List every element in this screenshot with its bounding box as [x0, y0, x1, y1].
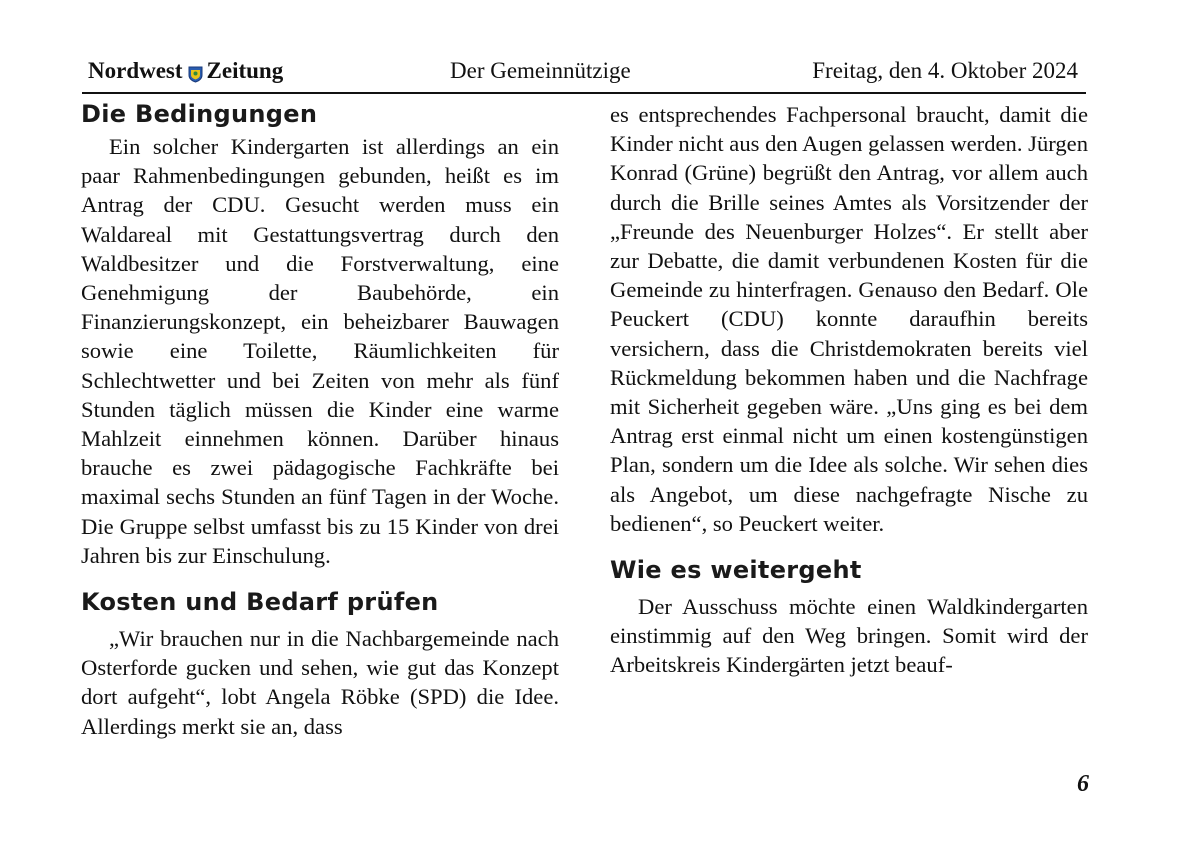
heading-kosten-und-bedarf: Kosten und Bedarf prüfen [81, 588, 439, 617]
heading-die-bedingungen: Die Bedingungen [81, 100, 318, 128]
paragraph-bedingungen: Ein solcher Kindergarten ist allerdings an ein paar Rahmenbedingungen gebunden, heißt es im Antrag der CDU. Gesucht werden muss ein Waldareal mit Gestattungsvertrag durch den Waldbesitzer und die Forstverwaltung, eine Genehmigung der Baubehörde, ein Finanzierungskonzept, ein beheizbarer Bauwagen sowie eine Toilette, Räumlichkeiten für Schlechtwetter und bei Zeiten von mehr als fünf Stunden täglich müssen die Kinder eine warme Mahlzeit einnehmen können. Darüber hinaus brauche es zwei pädagogische Fachkräfte bei maximal sechs Stunden an fünf Tagen in der Woche. Die Gruppe selbst umfasst bis zu 15 Kinder von drei Jahren bis zur Einschulung. [81, 134, 559, 568]
newspaper-brand [88, 58, 283, 84]
heading-wie-es-weitergeht: Wie es weitergeht [610, 556, 862, 585]
issue-date: Freitag, den 4. Oktober 2024 [812, 58, 1078, 83]
paragraph-continued: es entsprechendes Fachpersonal braucht, damit die Kinder nicht aus den Augen gelassen werden. Jürgen Konrad (Grüne) begrüßt den Antrag, vor allem auch durch die Brille seines Amtes als Vorsitzender der „Freunde des Neuenburger Holzes“. Er stellt aber zur Debatte, die damit verbundenen Kosten für die Gemeinde zu hinterfragen. Genauso den Bedarf. Ole Peuckert (CDU) konnte daraufhin bereits versichern, dass die Christdemokraten bereits viel Rückmeldung bekommen haben und die Nachfrage mit Sicherheit gegeben wäre. „Uns ging es bei dem Antrag erst einmal nicht um einen kostengünstigen Plan, sondern um die Idee als solche. Wir sehen dies als Angebot, um diese nachgefragte Nische zu bedienen“, so Peuckert weiter. [610, 102, 1088, 536]
section-title: Der Gemeinnützige [450, 58, 631, 83]
page-number: 6 [1077, 771, 1089, 797]
coat-of-arms-icon [188, 63, 203, 80]
brand-name-right: Zeitung [206, 58, 284, 83]
right-column [610, 100, 1088, 680]
brand-name-left: Nordwest [88, 58, 183, 83]
paragraph-weitergeht: Der Ausschuss möchte einen Waldkindergarten einstimmig auf den Weg bringen. Somit wird der Arbeitskreis Kindergärten jetzt beauf- [610, 594, 1088, 678]
page-header [82, 56, 1086, 94]
left-column [81, 100, 559, 741]
paragraph-kosten: „Wir brauchen nur in die Nachbargemeinde nach Osterforde gucken und sehen, wie gut das Konzept dort aufgeht“, lobt Angela Röbke (SPD) die Idee. Allerdings merkt sie an, dass [81, 626, 559, 739]
